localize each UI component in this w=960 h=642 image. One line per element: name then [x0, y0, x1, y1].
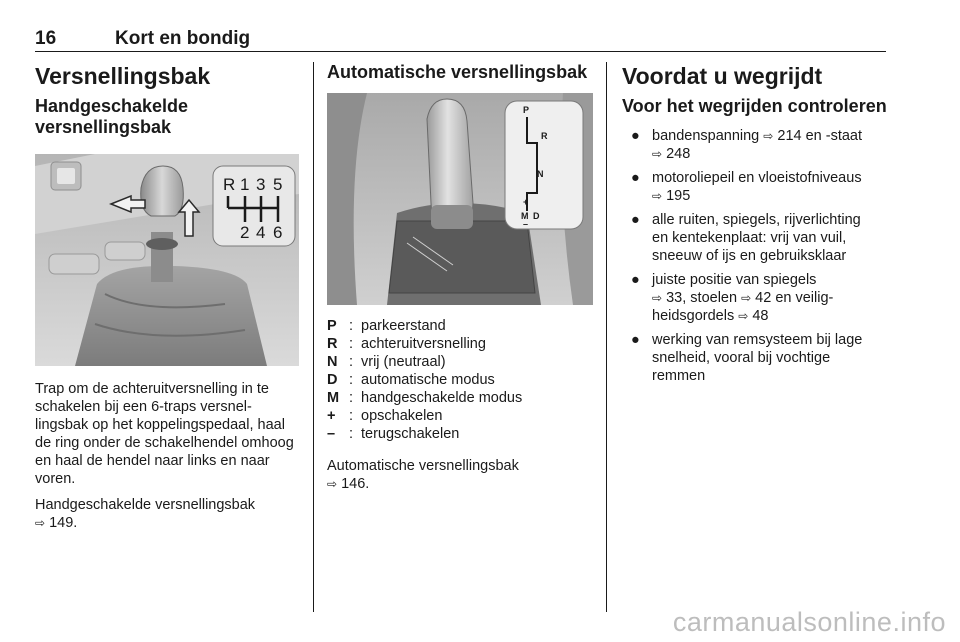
page-header — [35, 28, 886, 52]
gate-label: N — [537, 169, 544, 179]
page-ref-arrow-icon: ⇨ — [652, 147, 663, 161]
section-title: Voordat u wegrijdt — [622, 63, 823, 89]
legend-item: N : vrij (neutraal) — [327, 354, 446, 370]
gear-legend — [327, 317, 593, 443]
automatic-gearshift-illustration — [327, 93, 593, 305]
page-number: 16 — [35, 28, 57, 49]
gate-label: D — [533, 211, 540, 221]
column-before-driving — [622, 62, 888, 391]
legend-item: R : achteruitversnelling — [327, 336, 486, 352]
column-automatic-transmission — [327, 62, 593, 493]
legend-item: + : opschakelen — [327, 408, 443, 424]
gear-label: 3 — [256, 175, 266, 194]
page-ref-arrow-icon: ⇨ — [35, 516, 46, 530]
page-ref-arrow-icon: ⇨ — [741, 291, 752, 305]
checklist-item: ● motoroliepeil en vloeistofniveaus ⇨ 195 — [631, 170, 862, 204]
gear-label: 4 — [256, 223, 266, 242]
column-divider — [606, 62, 607, 612]
watermark: carmanualsonline.info — [672, 607, 946, 637]
page-ref-arrow-icon: ⇨ — [652, 189, 663, 203]
subsection-title: Voor het wegrijden controleren — [622, 96, 887, 116]
section-title: Versnellingsbak — [35, 63, 211, 89]
manual-gearshift-drawing — [35, 154, 299, 366]
gate-label: – — [523, 219, 529, 229]
page-ref-arrow-icon: ⇨ — [763, 129, 774, 143]
gear-label: 5 — [273, 175, 283, 194]
bullet-icon: ● — [631, 332, 640, 348]
column-manual-transmission — [35, 62, 299, 532]
gate-label: P — [523, 105, 530, 115]
page-ref: 149. — [49, 515, 78, 531]
checklist-item: ● alle ruiten, spiegels, rijverlichting en kentekenplaat: vrij van vuil, sneeuw of ijs en gebruiksklaar — [631, 212, 861, 264]
legend-item: P : parkeerstand — [327, 318, 446, 334]
bullet-icon: ● — [631, 212, 640, 228]
checklist-item: ● bandenspanning ⇨ 214 en -staat ⇨ 248 — [631, 128, 863, 162]
checklist — [622, 127, 888, 385]
gate-label: M — [521, 211, 529, 221]
bullet-icon: ● — [631, 170, 640, 186]
cross-reference: Handgeschakelde versnellingsbak ⇨ 149. — [35, 497, 256, 531]
page-ref-arrow-icon: ⇨ — [652, 291, 663, 305]
gate-label: + — [523, 197, 529, 207]
subsection-title: Handgeschakelde versnellingsbak — [35, 96, 189, 137]
gear-label: R — [223, 175, 236, 194]
reverse-gear-paragraph: Trap om de achteruitversnelling in te schakelen bij een 6-traps versnellingsbak op het koppelingspedaal, haal de ring onder de schakelhendel omhoog en haal de hendel naar links en naar voren. — [35, 381, 294, 487]
legend-item: M : handgeschakelde modus — [327, 390, 523, 406]
column-divider — [313, 62, 314, 612]
legend-item: D : automatische modus — [327, 372, 495, 388]
gear-label: 1 — [240, 175, 250, 194]
automatic-gearshift-drawing — [327, 93, 593, 305]
page-ref: 146. — [341, 476, 370, 492]
gate-label: R — [541, 131, 548, 141]
page-ref-arrow-icon: ⇨ — [738, 309, 749, 323]
legend-item: – : terugschakelen — [327, 426, 460, 442]
section-title: Automatische versnellingsbak — [327, 62, 588, 82]
cross-reference: Automatische versnellingsbak ⇨ 146. — [327, 458, 519, 492]
checklist-item: ● werking van remsysteem bij lage snelheid, vooral bij vochtige remmen — [631, 332, 863, 384]
page-ref-arrow-icon: ⇨ — [327, 477, 338, 491]
checklist-item: ● juiste positie van spiegels ⇨ 33, stoelen ⇨ 42 en veilig- heidsgordels ⇨ 48 — [631, 272, 834, 324]
gear-label: 6 — [273, 223, 283, 242]
manual-gearshift-illustration — [35, 154, 299, 366]
gear-label: 2 — [240, 223, 250, 242]
chapter-title: Kort en bondig — [115, 28, 251, 49]
bullet-icon: ● — [631, 272, 640, 288]
bullet-icon: ● — [631, 128, 640, 144]
